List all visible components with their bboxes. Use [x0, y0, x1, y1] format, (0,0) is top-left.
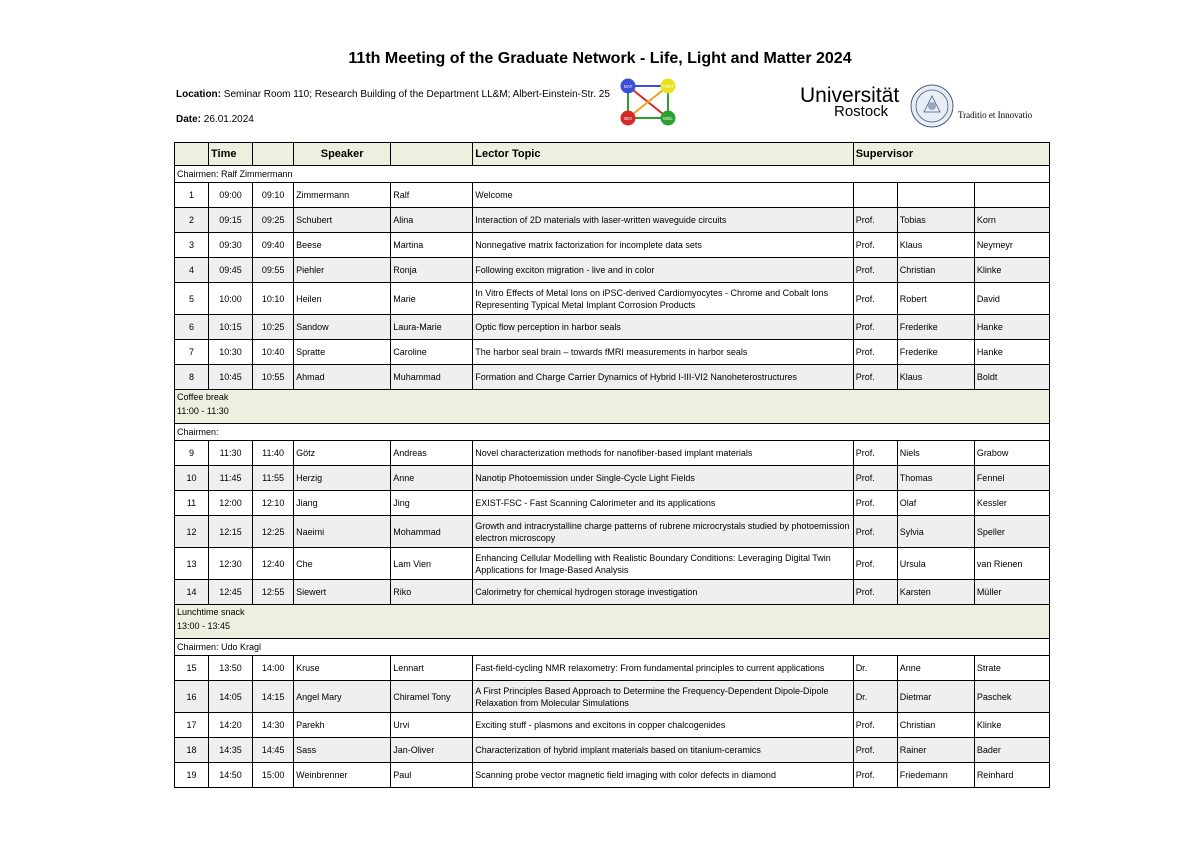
supervisor-title: Prof. — [853, 738, 897, 763]
talk-number: 19 — [175, 763, 209, 788]
talk-number: 7 — [175, 340, 209, 365]
speaker-last-name: Götz — [294, 441, 391, 466]
talk-end-time: 12:40 — [253, 548, 294, 580]
supervisor-last-name: Boldt — [974, 365, 1049, 390]
supervisor-first-name: Olaf — [897, 491, 974, 516]
talk-number: 16 — [175, 681, 209, 713]
supervisor-last-name: Bader — [974, 738, 1049, 763]
talk-start-time: 13:50 — [209, 656, 253, 681]
session-chair — [175, 166, 1050, 183]
supervisor-last-name: Grabow — [974, 441, 1049, 466]
speaker-first-name: Urvi — [391, 713, 473, 738]
lunch-break — [175, 605, 1050, 639]
speaker-first-name: Chiramel Tony — [391, 681, 473, 713]
speaker-first-name: Riko — [391, 580, 473, 605]
talk-number: 5 — [175, 283, 209, 315]
supervisor-title: Prof. — [853, 548, 897, 580]
talk-topic: Scanning probe vector magnetic field imaging with color defects in diamond — [473, 763, 853, 788]
supervisor-first-name: Friedemann — [897, 763, 974, 788]
speaker-first-name: Caroline — [391, 340, 473, 365]
table-row — [175, 681, 1050, 713]
network-logo-label: NAT — [623, 84, 633, 89]
table-row — [175, 738, 1050, 763]
date-value: 26.01.2024 — [203, 114, 254, 125]
table-row — [175, 208, 1050, 233]
talk-start-time: 10:15 — [209, 315, 253, 340]
supervisor-title: Prof. — [853, 258, 897, 283]
supervisor-title: Prof. — [853, 491, 897, 516]
talk-topic: Formation and Charge Carrier Dynamics of Hybrid I-III-VI2 Nanoheterostructures — [473, 365, 853, 390]
session-chair — [175, 639, 1050, 656]
coffee-break-cell — [175, 390, 1050, 424]
talk-start-time: 14:35 — [209, 738, 253, 763]
supervisor-first-name: Karsten — [897, 580, 974, 605]
coffee-break — [175, 390, 1050, 424]
table-row — [175, 491, 1050, 516]
supervisor-title: Prof. — [853, 208, 897, 233]
supervisor-first-name: Rainer — [897, 738, 974, 763]
talk-end-time: 09:25 — [253, 208, 294, 233]
talk-number: 9 — [175, 441, 209, 466]
speaker-last-name: Zimmermann — [294, 183, 391, 208]
talk-end-time: 09:40 — [253, 233, 294, 258]
table-row — [175, 548, 1050, 580]
date-line — [176, 114, 254, 125]
table-header-row — [175, 143, 1050, 166]
supervisor-first-name: Ursula — [897, 548, 974, 580]
break-time: 11:00 - 11:30 — [177, 406, 229, 416]
talk-number: 15 — [175, 656, 209, 681]
break-title: Lunchtime snack — [177, 607, 245, 617]
supervisor-first-name: Frederike — [897, 315, 974, 340]
supervisor-title: Prof. — [853, 233, 897, 258]
university-motto: Traditio et Innovatio — [958, 110, 1033, 120]
header-time: Time — [209, 143, 253, 166]
supervisor-first-name: Klaus — [897, 233, 974, 258]
talk-end-time: 14:15 — [253, 681, 294, 713]
talk-number: 17 — [175, 713, 209, 738]
supervisor-title: Prof. — [853, 315, 897, 340]
supervisor-title: Prof. — [853, 516, 897, 548]
supervisor-last-name: Müller — [974, 580, 1049, 605]
break-time: 13:00 - 13:45 — [177, 621, 231, 631]
header-supervisor: Supervisor — [853, 143, 1049, 166]
talk-number: 10 — [175, 466, 209, 491]
talk-number: 8 — [175, 365, 209, 390]
talk-start-time: 09:30 — [209, 233, 253, 258]
table-row — [175, 315, 1050, 340]
table-row — [175, 656, 1050, 681]
talk-topic: A First Principles Based Approach to Determine the Frequency-Dependent Dipole-Dipole Relaxation from Molecular Simulations — [473, 681, 853, 713]
talk-topic: Nonnegative matrix factorization for incomplete data sets — [473, 233, 853, 258]
table-row — [175, 713, 1050, 738]
talk-end-time: 14:45 — [253, 738, 294, 763]
network-logo-label: PHOT — [661, 84, 675, 89]
talk-end-time: 15:00 — [253, 763, 294, 788]
talk-number: 11 — [175, 491, 209, 516]
talk-start-time: 10:30 — [209, 340, 253, 365]
talk-number: 12 — [175, 516, 209, 548]
header-time-end-cell — [253, 143, 294, 166]
supervisor-last-name: Korn — [974, 208, 1049, 233]
supervisor-last-name: Reinhard — [974, 763, 1049, 788]
talk-end-time: 10:40 — [253, 340, 294, 365]
speaker-first-name: Andreas — [391, 441, 473, 466]
speaker-first-name: Lennart — [391, 656, 473, 681]
session-chair-cell: Chairmen: Udo Kragl — [175, 639, 1050, 656]
talk-topic: In Vitro Effects of Metal Ions on iPSC-derived Cardiomyocytes - Chrome and Cobalt Ions Representing Typical Metal Implant Corrosion Products — [473, 283, 853, 315]
talk-number: 3 — [175, 233, 209, 258]
supervisor-first-name: Klaus — [897, 365, 974, 390]
supervisor-last-name: Fennel — [974, 466, 1049, 491]
supervisor-first-name: Christian — [897, 713, 974, 738]
supervisor-last-name: Strate — [974, 656, 1049, 681]
talk-start-time: 10:00 — [209, 283, 253, 315]
table-row — [175, 466, 1050, 491]
header-topic: Lector Topic — [473, 143, 853, 166]
supervisor-title: Prof. — [853, 580, 897, 605]
talk-topic: Novel characterization methods for nanofiber-based implant materials — [473, 441, 853, 466]
talk-start-time: 12:15 — [209, 516, 253, 548]
talk-topic: Fast-field-cycling NMR relaxometry: From fundamental principles to current applications — [473, 656, 853, 681]
supervisor-first-name — [897, 183, 974, 208]
header-speaker-first-cell — [391, 143, 473, 166]
talk-topic: Enhancing Cellular Modelling with Realistic Boundary Conditions: Leveraging Digital Twin Applications for Image-Based Analysis — [473, 548, 853, 580]
talk-number: 4 — [175, 258, 209, 283]
speaker-first-name: Paul — [391, 763, 473, 788]
talk-topic: Welcome — [473, 183, 853, 208]
supervisor-first-name: Christian — [897, 258, 974, 283]
talk-topic: Interaction of 2D materials with laser-written waveguide circuits — [473, 208, 853, 233]
talk-number: 6 — [175, 315, 209, 340]
talk-topic: Optic flow perception in harbor seals — [473, 315, 853, 340]
supervisor-last-name: Klinke — [974, 258, 1049, 283]
table-row — [175, 441, 1050, 466]
session-chair-cell: Chairmen: — [175, 424, 1050, 441]
supervisor-last-name: Hanke — [974, 315, 1049, 340]
talk-end-time: 10:55 — [253, 365, 294, 390]
page-title: 11th Meeting of the Graduate Network - Life, Light and Matter 2024 — [348, 50, 852, 67]
talk-start-time: 12:45 — [209, 580, 253, 605]
speaker-first-name: Lam Vien — [391, 548, 473, 580]
table-row — [175, 340, 1050, 365]
talk-number: 2 — [175, 208, 209, 233]
location-label: Location: — [176, 89, 221, 100]
talk-end-time: 10:10 — [253, 283, 294, 315]
speaker-last-name: Siewert — [294, 580, 391, 605]
speaker-last-name: Parekh — [294, 713, 391, 738]
talk-number: 1 — [175, 183, 209, 208]
talk-start-time: 14:05 — [209, 681, 253, 713]
talk-start-time: 10:45 — [209, 365, 253, 390]
talk-end-time: 10:25 — [253, 315, 294, 340]
supervisor-title — [853, 183, 897, 208]
break-title: Coffee break — [177, 392, 229, 402]
talk-topic: The harbor seal brain – towards fMRI measurements in harbor seals — [473, 340, 853, 365]
talk-topic: Exciting stuff - plasmons and excitons in copper chalcogenides — [473, 713, 853, 738]
talk-start-time: 09:15 — [209, 208, 253, 233]
supervisor-first-name: Anne — [897, 656, 974, 681]
supervisor-title: Prof. — [853, 441, 897, 466]
supervisor-last-name: Klinke — [974, 713, 1049, 738]
supervisor-first-name: Frederike — [897, 340, 974, 365]
network-logo-label: BIO — [624, 116, 632, 121]
talk-number: 14 — [175, 580, 209, 605]
supervisor-last-name: Paschek — [974, 681, 1049, 713]
header-speaker: Speaker — [294, 143, 391, 166]
lunch-break-cell — [175, 605, 1050, 639]
talk-topic: Calorimetry for chemical hydrogen storage investigation — [473, 580, 853, 605]
table-row — [175, 183, 1050, 208]
schedule-table — [174, 142, 1050, 788]
talk-topic: Characterization of hybrid implant materials based on titanium-ceramics — [473, 738, 853, 763]
talk-end-time: 12:25 — [253, 516, 294, 548]
supervisor-first-name: Tobias — [897, 208, 974, 233]
supervisor-last-name: David — [974, 283, 1049, 315]
location-line — [176, 89, 610, 100]
table-row — [175, 365, 1050, 390]
talk-start-time: 11:30 — [209, 441, 253, 466]
talk-start-time: 12:30 — [209, 548, 253, 580]
talk-end-time: 09:55 — [253, 258, 294, 283]
table-row — [175, 283, 1050, 315]
talk-start-time: 09:45 — [209, 258, 253, 283]
session-chair-cell: Chairmen: Ralf Zimmermann — [175, 166, 1050, 183]
table-row — [175, 233, 1050, 258]
table-row — [175, 516, 1050, 548]
supervisor-title: Prof. — [853, 466, 897, 491]
talk-start-time: 14:50 — [209, 763, 253, 788]
speaker-first-name: Ralf — [391, 183, 473, 208]
supervisor-last-name — [974, 183, 1049, 208]
speaker-last-name: Weinbrenner — [294, 763, 391, 788]
speaker-last-name: Beese — [294, 233, 391, 258]
table-row — [175, 763, 1050, 788]
speaker-first-name: Alina — [391, 208, 473, 233]
talk-number: 13 — [175, 548, 209, 580]
speaker-last-name: Jiang — [294, 491, 391, 516]
speaker-first-name: Laura-Marie — [391, 315, 473, 340]
talk-start-time: 11:45 — [209, 466, 253, 491]
talk-end-time: 14:00 — [253, 656, 294, 681]
talk-topic: Nanotip Photoemission under Single-Cycle Light Fields — [473, 466, 853, 491]
network-logo-label: MOL — [663, 116, 673, 121]
talk-topic: Growth and intracrystalline charge patterns of rubrene microcrystals studied by photoemission electron microscopy — [473, 516, 853, 548]
talk-end-time: 11:55 — [253, 466, 294, 491]
speaker-last-name: Naeimi — [294, 516, 391, 548]
talk-start-time: 12:00 — [209, 491, 253, 516]
session-chair — [175, 424, 1050, 441]
talk-number: 18 — [175, 738, 209, 763]
speaker-last-name: Sass — [294, 738, 391, 763]
speaker-first-name: Martina — [391, 233, 473, 258]
graduate-network-logo — [620, 78, 678, 126]
speaker-first-name: Marie — [391, 283, 473, 315]
talk-start-time: 14:20 — [209, 713, 253, 738]
supervisor-title: Prof. — [853, 763, 897, 788]
supervisor-first-name: Dietmar — [897, 681, 974, 713]
supervisor-title: Prof. — [853, 340, 897, 365]
supervisor-last-name: Hanke — [974, 340, 1049, 365]
speaker-first-name: Mohammad — [391, 516, 473, 548]
supervisor-title: Prof. — [853, 713, 897, 738]
table-row — [175, 580, 1050, 605]
supervisor-first-name: Thomas — [897, 466, 974, 491]
speaker-last-name: Heilen — [294, 283, 391, 315]
talk-end-time: 12:10 — [253, 491, 294, 516]
speaker-last-name: Spratte — [294, 340, 391, 365]
speaker-last-name: Kruse — [294, 656, 391, 681]
location-value: Seminar Room 110; Research Building of the Department LL&M; Albert-Einstein-Str. 25 — [223, 89, 610, 100]
supervisor-title: Prof. — [853, 365, 897, 390]
speaker-last-name: Che — [294, 548, 391, 580]
date-label: Date: — [176, 114, 202, 125]
supervisor-first-name: Robert — [897, 283, 974, 315]
supervisor-last-name: van Rienen — [974, 548, 1049, 580]
university-name: Universität — [800, 84, 900, 107]
supervisor-title: Dr. — [853, 681, 897, 713]
talk-start-time: 09:00 — [209, 183, 253, 208]
talk-topic: EXIST-FSC - Fast Scanning Calorimeter and its applications — [473, 491, 853, 516]
supervisor-title: Prof. — [853, 283, 897, 315]
supervisor-last-name: Speller — [974, 516, 1049, 548]
supervisor-first-name: Niels — [897, 441, 974, 466]
university-seal-icon — [910, 84, 954, 128]
talk-end-time: 12:55 — [253, 580, 294, 605]
talk-end-time: 14:30 — [253, 713, 294, 738]
speaker-first-name: Jan-Oliver — [391, 738, 473, 763]
header-no-cell — [175, 143, 209, 166]
supervisor-title: Dr. — [853, 656, 897, 681]
speaker-first-name: Ronja — [391, 258, 473, 283]
speaker-last-name: Ahmad — [294, 365, 391, 390]
speaker-first-name: Jing — [391, 491, 473, 516]
talk-end-time: 11:40 — [253, 441, 294, 466]
speaker-last-name: Sandow — [294, 315, 391, 340]
speaker-last-name: Angel Mary — [294, 681, 391, 713]
table-row — [175, 258, 1050, 283]
talk-end-time: 09:10 — [253, 183, 294, 208]
supervisor-last-name: Kessler — [974, 491, 1049, 516]
speaker-last-name: Schubert — [294, 208, 391, 233]
supervisor-last-name: Neymeyr — [974, 233, 1049, 258]
supervisor-first-name: Sylvia — [897, 516, 974, 548]
talk-topic: Following exciton migration - live and in color — [473, 258, 853, 283]
speaker-last-name: Herzig — [294, 466, 391, 491]
speaker-last-name: Piehler — [294, 258, 391, 283]
university-city: Rostock — [834, 103, 889, 120]
speaker-first-name: Muhammad — [391, 365, 473, 390]
speaker-first-name: Anne — [391, 466, 473, 491]
